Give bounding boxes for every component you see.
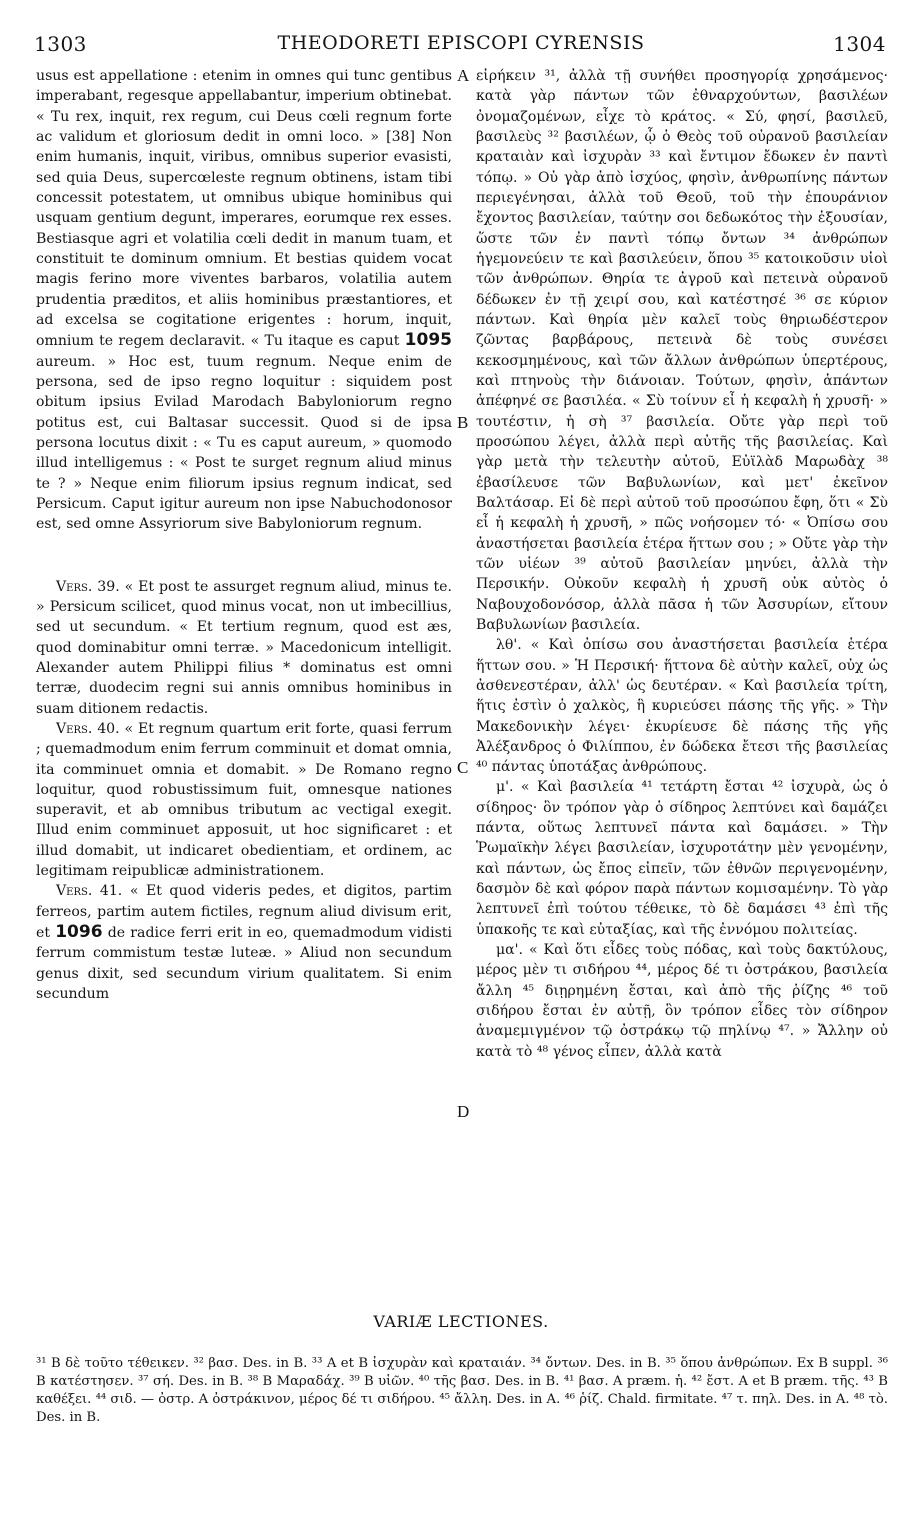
verse-40-latin xyxy=(36,719,452,882)
latin-text: « Et post te assurget regnum aliud, minus te. » Persicum scilicet, quod minus vocat, non ut imbecillius, sed ut secundum. « Et tertium regnum, quod est æs, quod dominabitur omni terræ. » Macedonicum intelligit. Alexander autem Philippi filius * dominatus est omni terræ, duodecim regni sui annis omnibus hominibus in suam ditionem redactis. xyxy=(36,578,452,717)
verse-label: Vers. 39. xyxy=(56,578,120,595)
page-header xyxy=(0,32,922,60)
latin-text: de radice ferri erit in eo, quemadmodum vidisti ferrum commistum testæ luteæ. » Aliud non secundum genus dixit, sed secundum virium qualitatem. Si enim secundum xyxy=(36,925,453,1003)
migne-column-number: 1096 xyxy=(55,922,103,943)
variae-lectiones-heading: VARIÆ LECTIONES. xyxy=(373,1312,549,1331)
variae-lectiones-notes: ³¹ B δὲ τοῦτο τέθεικεν. ³² βασ. Des. in B. ³³ A et B ἰσχυρὰν καὶ κραταιάν. ³⁴ ὄντων. Des. in B. ³⁵ ὅπου ἀνθρώπων. Ex B suppl. ³⁶ B κατέστησεν. ³⁷ σή. Des. in B. ³⁸ B Μαραδάχ. ³⁹ B υἱῶν. ⁴⁰ τῆς βασ. Des. in B. ⁴¹ βασ. A præm. ἡ. ⁴² ἔστ. A et B præm. τῆς. ⁴³ B καθέξει. ⁴⁴ σιδ. — ὀστρ. A ὀστράκινον, μέρος δέ τι σιδήρου. ⁴⁵ ἄλλη. Des. in A. ⁴⁶ ῥίζ. Chald. firmitate. ⁴⁷ τ. πηλ. Des. in A. ⁴⁸ τὸ. Des. in B. xyxy=(36,1356,888,1425)
page-number-right: 1304 xyxy=(833,32,886,56)
verse-39-greek: λθ'. « Καὶ ὀπίσω σου ἀναστήσεται βασιλεία ἑτέρα ἥττων σου. » Ἡ Περσική· ἥττονα δὲ αὐτὴν καλεῖ, οὐχ ὡς ἀσθενεστέραν, ἀλλ' ὡς δευτέραν. « Καὶ βασιλεία τρίτη, ἥτις ἐστὶν ὁ χαλκὸς, ἣ κυριεύσει πάσης τῆς γῆς. » Τὴν Μακεδονικὴν λέγει· ἐκυρίευσε δὲ πάσης τῆς γῆς Ἀλέξανδρος ὁ Φιλίππου, ἐν δώδεκα ἔτεσι τῆς βασιλείας ⁴⁰ πάντας ὑποτάξας ἀνθρώπους. xyxy=(476,637,888,776)
margin-letter-c: C xyxy=(457,758,469,777)
latin-text: usus est appellatione : etenim in omnes qui tunc gentibus imperabant, regesque appellabantur, imperium obtinebat. « Tu rex, inquit, rex regum, cui Deus cœli regnum forte ac validum et gloriosum dedit in omni loco. » [38] Non enim humanis, inquit, viribus, omnibus superior evasisti, sed quia Deus, supercœleste regnum obtinens, istam tibi concessit potestatem, ut omnibus ubique hominibus qui usquam gentium degunt, imperares, eorumque rex esses. Bestiasque agri et volatilia cœli dedit in manum tuam, et constituit te dominum omnium. Et bestias quidem vocat magis ferino more viventes barbaros, volatilia autem prudentia præditos, et aliis hominibus præstantiores, et ad excelsa se cogitatione erigentes : horum, inquit, omnium te regem declaravit. « Tu itaque es caput xyxy=(36,68,452,350)
verse-40-greek: μ'. « Καὶ βασιλεία ⁴¹ τετάρτη ἔσται ⁴² ἰσχυρὰ, ὡς ὁ σίδηρος· ὃν τρόπον γὰρ ὁ σίδηρος λεπτύνει καὶ δαμάζει πάντα, οὕτως λεπτυνεῖ πάντα καὶ δαμάσει. » Τὴν Ῥωμαϊκὴν λέγει βασιλείαν, ἰσχυροτάτην μὲν γενομένην, καὶ πάντων, ὡς ἔπος εἰπεῖν, τῶν ἐθνῶν περιγενομένην, δασμὸν δὲ καὶ φόρον παρὰ πάντων κομισαμένην. Τὸ γὰρ λεπτυνεῖ ἐπὶ τούτου τέθεικε, τὸ δὲ δαμάσει ⁴³ ἐπὶ τῆς ὑπακοῆς τε καὶ εὐταξίας, καὶ τῆς ἐννόμου πολιτείας. xyxy=(476,779,888,938)
verse-label: Vers. 41. xyxy=(56,883,123,900)
verse-39-latin xyxy=(36,577,452,719)
greek-column xyxy=(476,66,888,1062)
margin-letter-d: D xyxy=(457,1102,470,1121)
verse-label: Vers. 40. xyxy=(56,720,120,737)
migne-column-number: 1095 xyxy=(404,330,452,351)
latin-text: « Et regnum quartum erit forte, quasi ferrum ; quemadmodum enim ferrum comminuit et domat omnia, ita comminuet omnia et domabit. » De Romano regno loquitur, quod robustissimum fuit, omnesque nationes superavit, et ab omnibus tributum ac vectigal exegit. Illud enim comminuet apposuit, ut hoc significaret : et illud domabit, ut indicaret obedientiam, et ordinem, ac legitimam reipublicæ administrationem. xyxy=(36,720,452,880)
page-number-left: 1303 xyxy=(34,32,87,56)
margin-letter-a: A xyxy=(457,66,470,85)
latin-column xyxy=(36,66,452,1004)
running-title: THEODORETI EPISCOPI CYRENSIS xyxy=(277,32,645,54)
latin-text: aureum. » Hoc est, tuum regnum. Neque enim de persona, sed de ipso regno loquitur : siquidem post obitum ipsius Evilad Marodach Babyloniorum regno potitus est, cui Baltasar successit. Quod si de ipsa persona locutus dixit : « Tu es caput aureum, » quomodo illud intelligemus : « Post te surget regnum aliud minus te ? » Neque enim filiorum ipsius regnum indicat, sed Persicum. Caput igitur aureum non ipse Nabuchodonosor est, sed omne Assyriorum sive Babyloniorum regnum. xyxy=(36,353,452,533)
greek-paragraph: εἰρήκειν ³¹, ἀλλὰ τῇ συνήθει προσηγορίᾳ χρησάμενος· κατὰ γὰρ πάντων τῶν ἐθναρχούντων, βασιλέων ὀνομαζομένων, εἶχε τὸ κράτος. « Σύ, φησί, βασιλεῦ, βασιλεὺς ³² βασιλέων, ᾧ ὁ Θεὸς τοῦ οὐρανοῦ βασιλείαν κραταιὰν καὶ ἰσχυρὰν ³³ καὶ ἔντιμον ἔδωκεν ἐν παντὶ τόπῳ. » Οὐ γὰρ ἀπὸ ἰσχύος, φησὶν, ἀνθρωπίνης πάντων περιεγένησαι, ἀλλὰ τοῦ Θεοῦ, τοῦ τὴν ἐπουράνιον ἔχοντος βασιλείαν, ταύτην σοι δεδωκότος τὴν ἐξουσίαν, ὥστε τῶν ἐν παντὶ τόπῳ ὄντων ³⁴ ἀνθρώπων ἡγεμονεύειν τε καὶ βασιλεύειν, ὅπου ³⁵ κατοικοῦσιν υἱοὶ τῶν ἀνθρώπων. Θηρία τε ἀγροῦ καὶ πετεινὰ οὐρανοῦ δέδωκεν ἐν τῇ χειρί σου, καὶ κατέστησέ ³⁶ σε κύριον πάντων. Καὶ θηρία μὲν καλεῖ τοὺς θηριωδέστερον ζῶντας βαρβάρους, πετεινὰ δὲ τοὺς συνέσει κεκοσμημένους, καὶ τῶν ἄλλων ἀνθρώπων ὑπερτέρους, καὶ πτηνοὺς τὴν διάνοιαν. Τούτων, φησὶν, ἁπάντων ἀπέφηνέ σε βασιλέα. « Σὺ τοίνυν εἶ ἡ κεφαλὴ ἡ χρυσῆ· » τουτέστιν, ἡ σὴ ³⁷ βασιλεία. Οὔτε γὰρ περὶ τοῦ προσώπου λέγει, ἀλλὰ περὶ αὐτῆς τῆς βασιλείας. Καὶ γὰρ μετὰ τὴν τελευτὴν αὐτοῦ, Εὐϊλὰδ Μαρωδὰχ ³⁸ ἐβασίλευσε τῶν Βαβυλωνίων, καὶ μετ' ἐκεῖνον Βαλτάσαρ. Εἰ δὲ περὶ αὐτοῦ τοῦ προσώπου ἔφη, ὅτι « Σὺ εἶ ἡ κεφαλὴ ἡ χρυσῆ, » πῶς νοήσομεν τό· « Ὀπίσω σου ἀναστήσεται βασιλεία ἑτέρα ἥττων σου ; » Οὔτε γὰρ τὴν τῶν υἱέων ³⁹ αὐτοῦ βασιλείαν μηνύει, ἀλλὰ τὴν Περσικήν. Οὐκοῦν κεφαλὴ ἡ χρυσῆ οὐκ αὐτὸς ὁ Ναβουχοδονόσορ, ἀλλὰ πᾶσα ἡ τῶν Ἀσσυρίων, εἴτουν Βαβυλωνίων βασιλεία. xyxy=(476,68,888,633)
verse-41-latin xyxy=(36,881,452,1004)
margin-letter-b: B xyxy=(457,413,469,432)
latin-text: « Et quod videris pedes, et digitos, partim ferreos, partim autem fictiles, regnum aliud divisum erit, et xyxy=(36,883,453,942)
latin-paragraph xyxy=(36,66,452,535)
verse-41-greek: μα'. « Καὶ ὅτι εἶδες τοὺς πόδας, καὶ τοὺς δακτύλους, μέρος μὲν τι σιδήρου ⁴⁴, μέρος δέ τι ὀστράκου, βασιλεία ἄλλη ⁴⁵ διῃρημένη ἔσται, καὶ ἀπὸ τῆς ῥίζης ⁴⁶ τοῦ σιδήρου ἔσται ἐν αὐτῇ, ὃν τρόπον εἶδες τὸν σίδηρον ἀναμεμιγμένον τῷ ὀστράκῳ τῷ πηλίνῳ ⁴⁷. » Ἄλλην οὐ κατὰ τὸ ⁴⁸ γένος εἶπεν, ἀλλὰ κατὰ xyxy=(476,942,888,1060)
